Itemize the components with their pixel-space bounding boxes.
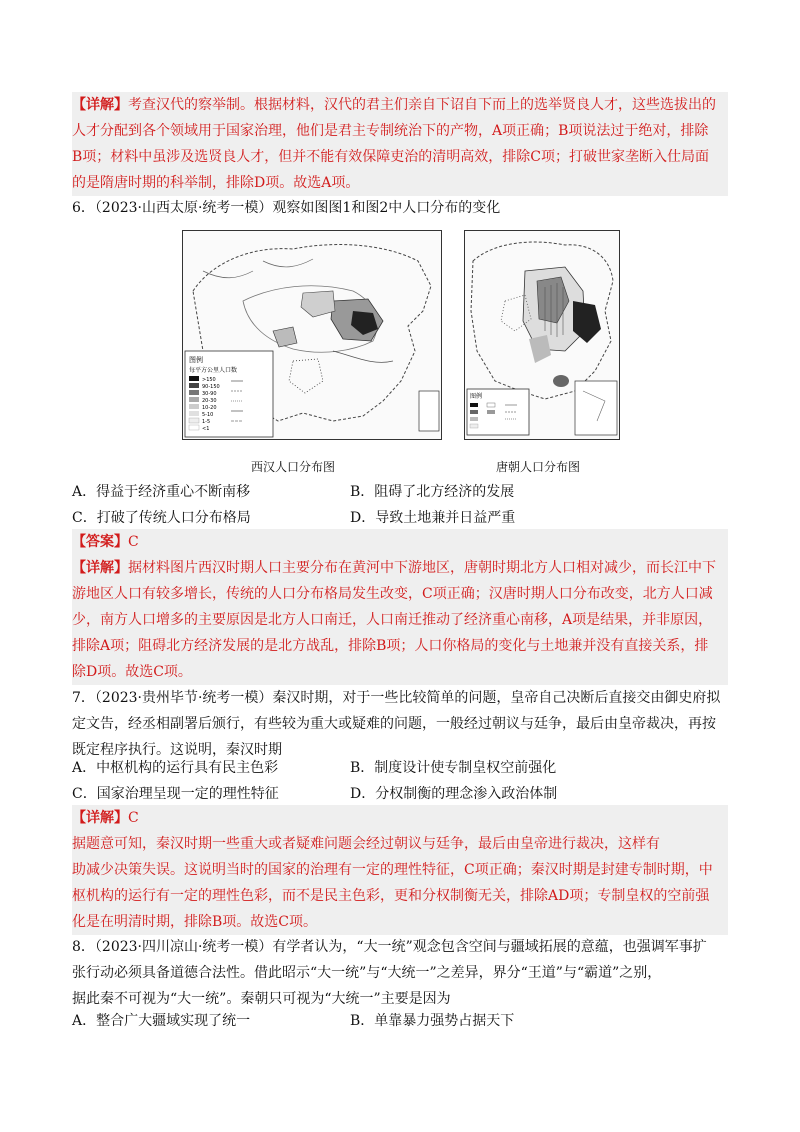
q6-analysis-line: 少，南方人口增多的主要原因是北方人口南迁，人口南迁推动了经济重心南移，A项是结果，并非原因， (72, 612, 713, 628)
q8-option-b: B．单靠暴力强势占据天下 (350, 1013, 515, 1029)
q5-analysis-line: 【详解】考查汉代的察举制。根据材料，汉代的君主们亲自下诏自下而上的选举贤良人才，这些选拔出的 (72, 97, 716, 113)
q5-analysis-line: B项；材料中虽涉及选贤良人才，但并不能有效保障吏治的清明高效，排除C项；打破世家垄断入仕局面 (72, 149, 709, 165)
map1-legend-title: 图例 (189, 356, 203, 364)
q7-analysis-line: 枢机构的运行有一定的理性色彩，而不是民主色彩，更和分权制衡无关，排除AD项；专制皇权的空前强 (72, 888, 710, 904)
q7-option-a: A．中枢机构的运行具有民主色彩 (72, 760, 279, 776)
map1-legend-item: 10-20 (202, 405, 217, 411)
q6-options-row-1 (72, 479, 728, 505)
map1-caption: 西汉人口分布图 (251, 460, 336, 474)
q7-options-row-1 (72, 755, 728, 781)
q7-option-d: D．分权制衡的理念渗入政治体制 (350, 786, 558, 802)
q7-analysis-line: 助减少决策失误。这说明当时的国家的治理有一定的理性特征，C项正确；秦汉时期是封建专制时期，中 (72, 862, 713, 878)
q7-stem: 7．（2023·贵州毕节·统考一模）秦汉时期，对于一些比较简单的问题，皇帝自己决断后直接交由御史府拟 定文告，经丞相副署后颁行，有些较为重大或疑难的问题，一般经过朝议与廷争，最后由皇帝裁决，再按 既定程序执行。这说明，秦汉时期 (72, 690, 721, 758)
q6-analysis-line: 除D项。故选C项。 (72, 664, 192, 680)
q6-answer-block (72, 529, 728, 685)
western-han-population-map (182, 230, 442, 440)
q6-answer-value: C (128, 534, 139, 550)
map2-caption: 唐朝人口分布图 (496, 460, 581, 474)
answer-tag: 【答案】 (72, 534, 128, 550)
q7-analysis-block (72, 805, 728, 935)
q6-option-d: D．导致土地兼并日益严重 (350, 510, 516, 526)
map1-legend-item: 90-150 (202, 384, 220, 390)
map1-legend-subtitle: 每平方公里人口数 (189, 367, 238, 374)
q6-answer-line (72, 529, 728, 555)
map1-legend-item: <1 (202, 426, 210, 432)
q6-options-row-2 (72, 505, 728, 531)
analysis-tag: 【详解】 (72, 97, 128, 113)
q6-analysis-line: 排除A项；阻碍北方经济发展的是北方战乱，排除B项；人口你格局的变化与土地兼并没有直接关系，排 (72, 638, 709, 654)
q7-options-row-2 (72, 781, 728, 807)
map1-legend-item: 5-10 (202, 412, 214, 418)
analysis-tag: 【详解】 (72, 560, 128, 576)
q8-option-a: A．整合广大疆域实现了统一 (72, 1013, 251, 1029)
q6-analysis-line: 【详解】据材料图片西汉时期人口主要分布在黄河中下游地区，唐朝时期北方人口相对减少，而长江中下 (72, 560, 716, 576)
tang-population-map (464, 230, 620, 440)
q7-analysis-line: 据题意可知，秦汉时期一些重大或者疑难问题会经过朝议与廷争，最后由皇帝进行裁决，这样有 (72, 836, 660, 852)
q7-analysis-line: 化是在明清时期，排除B项。故选C项。 (72, 914, 317, 930)
map1-figure (183, 231, 441, 439)
analysis-tag: 【详解】 (72, 810, 128, 826)
q6-stem: 6．（2023·山西太原·统考一模）观察如图图1和图2中人口分布的变化 (72, 200, 501, 216)
q6-option-a: A．得益于经济重心不断南移 (72, 484, 251, 500)
map1-legend-item: 1-5 (202, 419, 211, 425)
q8-stem: 8．（2023·四川凉山·统考一模）有学者认为，“大一统”观念包含空间与疆域拓展的意蕴，也强调军事扩 张行动必须具备道德合法性。借此昭示“大一统”与“大统一”之差异，界分“王道”与“霸道”之别， 据此秦不可视为“大一统”。秦朝只可视为“大统一”主要是因为 (72, 939, 707, 1007)
map2-figure (465, 231, 619, 439)
map1-legend-item: 30-90 (202, 391, 217, 397)
q6-analysis-line: 游地区人口有较多增长，传统的人口分布格局发生改变，C项正确；汉唐时期人口分布改变，北方人口减 (72, 586, 713, 602)
q7-option-c: C．国家治理呈现一定的理性特征 (72, 786, 279, 802)
q6-option-b: B．阻碍了北方经济的发展 (350, 484, 515, 500)
q5-analysis-block (72, 92, 728, 196)
q7-option-b: B．制度设计使专制皇权空前强化 (350, 760, 557, 776)
map2-legend-title: 图例 (470, 393, 483, 400)
q8-options-row-1 (72, 1008, 728, 1034)
map1-legend-item: 20-30 (202, 398, 217, 404)
map1-legend-item: >150 (202, 377, 216, 383)
q5-analysis-line: 人才分配到各个领域用于国家治理，他们是君主专制统治下的产物，A项正确；B项说法过于绝对，排除 (72, 123, 709, 139)
q6-option-c: C．打破了传统人口分布格局 (72, 510, 251, 526)
q5-analysis-line: 的是隋唐时期的科举制，排除D项。故选A项。 (72, 175, 360, 191)
q7-analysis-line: 【详解】C (72, 810, 139, 826)
